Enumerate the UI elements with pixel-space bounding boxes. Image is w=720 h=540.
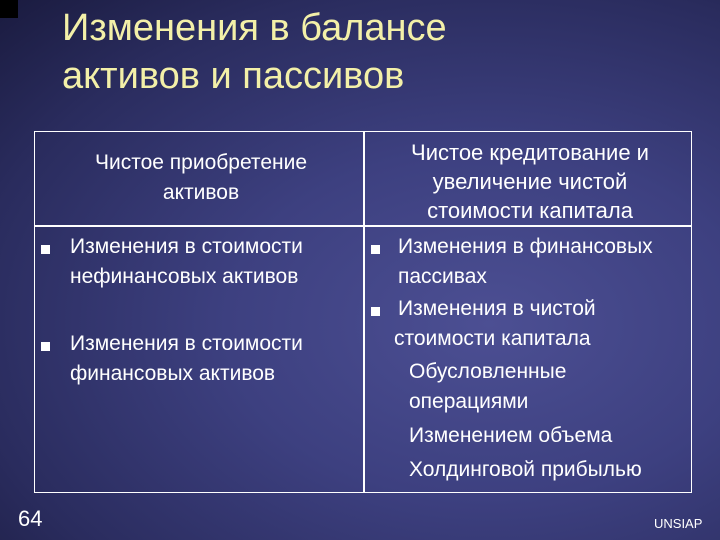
left-header-line-2: активов [162, 181, 240, 204]
right-header-line-1: Чистое кредитование и [411, 140, 649, 165]
right-subitem-2: операциями [409, 390, 529, 413]
square-bullet-icon [41, 342, 50, 351]
right-column-header [370, 138, 690, 225]
square-bullet-icon [41, 245, 50, 254]
right-item-2-line-2: стоимости капитала [394, 327, 591, 350]
title-line-1: Изменения в балансе [62, 7, 447, 49]
right-item-1-line-2: пассивах [398, 265, 487, 288]
right-item-1-line-1: Изменения в финансовых [398, 235, 653, 258]
header-divider [34, 225, 692, 227]
left-item-1-line-2: нефинансовых активов [70, 265, 299, 288]
right-subitem-3: Изменением объема [409, 424, 613, 447]
footer-label: UNSIAP [654, 516, 703, 531]
right-item-1 [398, 232, 653, 292]
right-header-line-3: стоимости капитала [427, 198, 633, 223]
title-line-2: активов и пассивов [62, 55, 405, 97]
column-divider [363, 131, 365, 493]
left-column-header [40, 148, 362, 208]
right-subitem-1: Обусловленные [409, 360, 567, 383]
left-item-2-line-1: Изменения в стоимости [70, 332, 303, 355]
left-item-2-line-2: финансовых активов [70, 362, 276, 385]
page-number: 64 [18, 506, 43, 531]
square-bullet-icon [371, 245, 380, 254]
corner-mark [0, 0, 18, 18]
right-subitem-4: Холдинговой прибылью [409, 458, 642, 481]
left-header-line-1: Чистое приобретение [94, 151, 308, 174]
right-item-2 [394, 294, 596, 354]
right-header-line-2: увеличение чистой [432, 169, 628, 194]
slide-title [62, 4, 702, 100]
left-item-1-line-1: Изменения в стоимости [70, 235, 303, 258]
left-item-2 [70, 329, 303, 389]
left-item-1 [70, 232, 303, 292]
square-bullet-icon [371, 307, 380, 316]
right-item-2-line-1: Изменения в чистой [398, 297, 596, 320]
